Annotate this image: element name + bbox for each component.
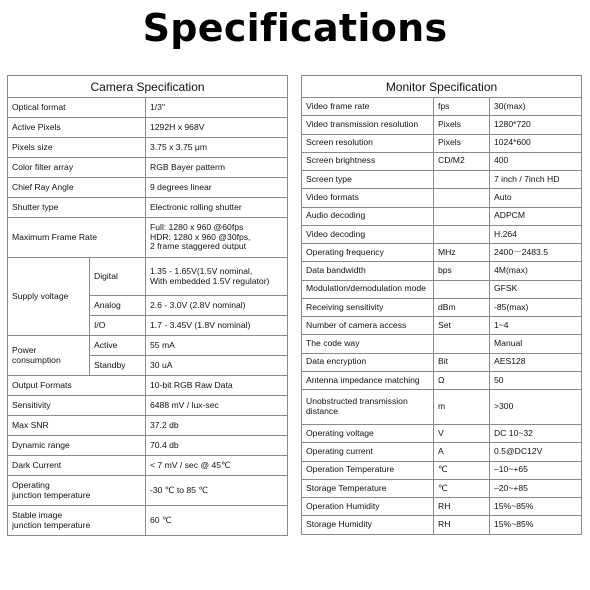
table-row [8, 158, 288, 178]
camera-spec-table [7, 75, 288, 536]
value-line: 2 frame staggered output [150, 241, 247, 252]
table-row [302, 461, 582, 479]
spec-value: 6488 mV / lux-sec [146, 396, 288, 416]
spec-unit: CD/M2 [434, 152, 490, 170]
spec-label: Data bandwidth [302, 262, 434, 280]
spec-value: 10-bit RGB Raw Data [146, 376, 288, 396]
monitor-table-header [302, 76, 582, 98]
spec-label: Video transmission resolution [302, 116, 434, 134]
spec-unit [434, 189, 490, 207]
table-row [302, 335, 582, 353]
spec-value: 2.6 - 3.0V (2.8V nominal) [146, 296, 288, 316]
spec-label: Dark Current [8, 456, 146, 476]
spec-sublabel: Active [90, 336, 146, 356]
spec-unit: Pixels [434, 134, 490, 152]
table-row [302, 189, 582, 207]
spec-unit: ℃ [434, 461, 490, 479]
table-row [302, 171, 582, 189]
spec-value: 50 [490, 371, 582, 389]
spec-label: The code way [302, 335, 434, 353]
spec-value: Auto [490, 189, 582, 207]
table-row [302, 262, 582, 280]
spec-label: Shutter type [8, 198, 146, 218]
spec-label: Maximum Frame Rate [8, 218, 146, 258]
spec-value: 9 degrees linear [146, 178, 288, 198]
spec-label: Chief Ray Angle [8, 178, 146, 198]
spec-label [8, 476, 146, 506]
table-row [302, 280, 582, 298]
label-line: junction temperature [12, 519, 91, 530]
spec-label: Optical format [8, 98, 146, 118]
label-line: Power [12, 344, 37, 355]
spec-value: 60 ℃ [146, 506, 288, 536]
table-row [302, 298, 582, 316]
table-row [8, 436, 288, 456]
spec-label: Color filter array [8, 158, 146, 178]
table-row [302, 390, 582, 425]
spec-value: -30 ℃ to 85 ℃ [146, 476, 288, 506]
table-row [8, 456, 288, 476]
table-row [302, 225, 582, 243]
spec-value: 7 inch / 7inch HD [490, 171, 582, 189]
spec-value: 70.4 db [146, 436, 288, 456]
spec-label: Antenna impedance matching [302, 371, 434, 389]
spec-value: 15%~85% [490, 516, 582, 535]
spec-unit [434, 335, 490, 353]
label-line: Operating [12, 479, 50, 490]
spec-unit [434, 207, 490, 225]
spec-label: Video decoding [302, 225, 434, 243]
spec-value: 0.5@DC12V [490, 443, 582, 461]
monitor-spec-table [301, 75, 582, 535]
value-line: HDR: 1280 x 960 @30fps, [150, 231, 251, 242]
table-row [302, 479, 582, 497]
spec-label: Storage Temperature [302, 479, 434, 497]
spec-value: 30(max) [490, 98, 582, 116]
spec-value: 55 mA [146, 336, 288, 356]
spec-value: 4M(max) [490, 262, 582, 280]
spec-value: –10~+65 [490, 461, 582, 479]
spec-unit [434, 171, 490, 189]
spec-unit: A [434, 443, 490, 461]
table-row [8, 178, 288, 198]
spec-label: Screen brightness [302, 152, 434, 170]
spec-unit [434, 225, 490, 243]
table-row [302, 425, 582, 443]
spec-label: Dynamic range [8, 436, 146, 456]
spec-value: 2400－2483.5 [490, 244, 582, 262]
table-row [8, 376, 288, 396]
spec-label: Storage Humidity [302, 516, 434, 535]
spec-unit: dBm [434, 298, 490, 316]
value-line: Full: 1280 x 960 @60fps [150, 221, 244, 232]
spec-unit: ℃ [434, 479, 490, 497]
table-row [8, 396, 288, 416]
spec-unit [434, 280, 490, 298]
table-row [8, 138, 288, 158]
table-row [8, 118, 288, 138]
spec-label: Active Pixels [8, 118, 146, 138]
table-row [8, 476, 288, 506]
spec-label: Number of camera access [302, 317, 434, 335]
spec-sublabel: I/O [90, 316, 146, 336]
spec-value: 1.7 - 3.45V (1.8V nominal) [146, 316, 288, 336]
spec-unit: Pixels [434, 116, 490, 134]
table-row [8, 98, 288, 118]
table-row [302, 353, 582, 371]
spec-value: 3.75 x 3.75 μm [146, 138, 288, 158]
table-row [8, 416, 288, 436]
spec-value [146, 218, 288, 258]
spec-value: 1024*600 [490, 134, 582, 152]
spec-label: Sensitivity [8, 396, 146, 416]
label-line: junction temperature [12, 489, 91, 500]
spec-label: Screen type [302, 171, 434, 189]
spec-value: Electronic rolling shutter [146, 198, 288, 218]
spec-value: GFSK [490, 280, 582, 298]
spec-unit: bps [434, 262, 490, 280]
spec-value: DC 10~32 [490, 425, 582, 443]
spec-unit: Ω [434, 371, 490, 389]
table-row [302, 498, 582, 516]
table-row [302, 516, 582, 535]
spec-label: Operation Temperature [302, 461, 434, 479]
value-line: With embedded 1.5V regulator) [150, 275, 270, 286]
spec-label: Video frame rate [302, 98, 434, 116]
spec-label: Operating frequency [302, 244, 434, 262]
spec-value: 1~4 [490, 317, 582, 335]
spec-value [146, 258, 288, 296]
spec-label: Audio decoding [302, 207, 434, 225]
spec-value: 1292H x 968V [146, 118, 288, 138]
spec-value: -85(max) [490, 298, 582, 316]
spec-unit: RH [434, 498, 490, 516]
spec-unit: MHz [434, 244, 490, 262]
spec-label: Video formats [302, 189, 434, 207]
spec-label: Operation Humidity [302, 498, 434, 516]
label-line: consumption [12, 354, 61, 365]
spec-value: 1/3" [146, 98, 288, 118]
table-row [8, 506, 288, 536]
spec-value: Manual [490, 335, 582, 353]
table-row [302, 443, 582, 461]
spec-label: Unobstructed transmission distance [302, 390, 434, 425]
table-row [8, 218, 288, 258]
table-row [302, 134, 582, 152]
spec-value: 15%~85% [490, 498, 582, 516]
spec-sublabel: Analog [90, 296, 146, 316]
spec-value: 1280*720 [490, 116, 582, 134]
table-row [8, 336, 288, 356]
spec-value: 30 uA [146, 356, 288, 376]
spec-value: < 7 mV / sec @ 45℃ [146, 456, 288, 476]
table-row [8, 258, 288, 296]
spec-label: Screen resolution [302, 134, 434, 152]
spec-value: H.264 [490, 225, 582, 243]
spec-value: >300 [490, 390, 582, 425]
spec-label [8, 336, 90, 376]
spec-label [8, 506, 146, 536]
spec-value: ADPCM [490, 207, 582, 225]
spec-label: Receiving sensitivity [302, 298, 434, 316]
spec-unit: RH [434, 516, 490, 535]
spec-unit: V [434, 425, 490, 443]
value-line: 1.35 - 1.65V(1.5V nominal, [150, 265, 253, 276]
table-row [302, 152, 582, 170]
page-title: Specifications [142, 6, 448, 50]
spec-value: 37.2 db [146, 416, 288, 436]
spec-unit: Bit [434, 353, 490, 371]
spec-label: Operating voltage [302, 425, 434, 443]
monitor-table-title: Monitor Specification [302, 76, 582, 98]
label-line: Stable image [12, 509, 63, 520]
table-row [302, 317, 582, 335]
camera-table-title: Camera Specification [8, 76, 288, 98]
spec-value: RGB Bayer patterm [146, 158, 288, 178]
spec-value: 400 [490, 152, 582, 170]
spec-unit: fps [434, 98, 490, 116]
table-row [302, 207, 582, 225]
table-row [302, 244, 582, 262]
table-row [8, 198, 288, 218]
spec-label: Data encryption [302, 353, 434, 371]
spec-sublabel: Digital [90, 258, 146, 296]
table-row [302, 371, 582, 389]
spec-value: –20~+85 [490, 479, 582, 497]
camera-table-header [8, 76, 288, 98]
spec-label: Operating current [302, 443, 434, 461]
spec-unit: m [434, 390, 490, 425]
table-row [302, 116, 582, 134]
spec-label: Modulation/demodulation mode [302, 280, 434, 298]
spec-label: Output Formats [8, 376, 146, 396]
table-row [302, 98, 582, 116]
spec-unit: Set [434, 317, 490, 335]
spec-value: AES128 [490, 353, 582, 371]
spec-label: Pixels size [8, 138, 146, 158]
spec-label: Max SNR [8, 416, 146, 436]
spec-sublabel: Standby [90, 356, 146, 376]
spec-label: Supply voltage [8, 258, 90, 336]
